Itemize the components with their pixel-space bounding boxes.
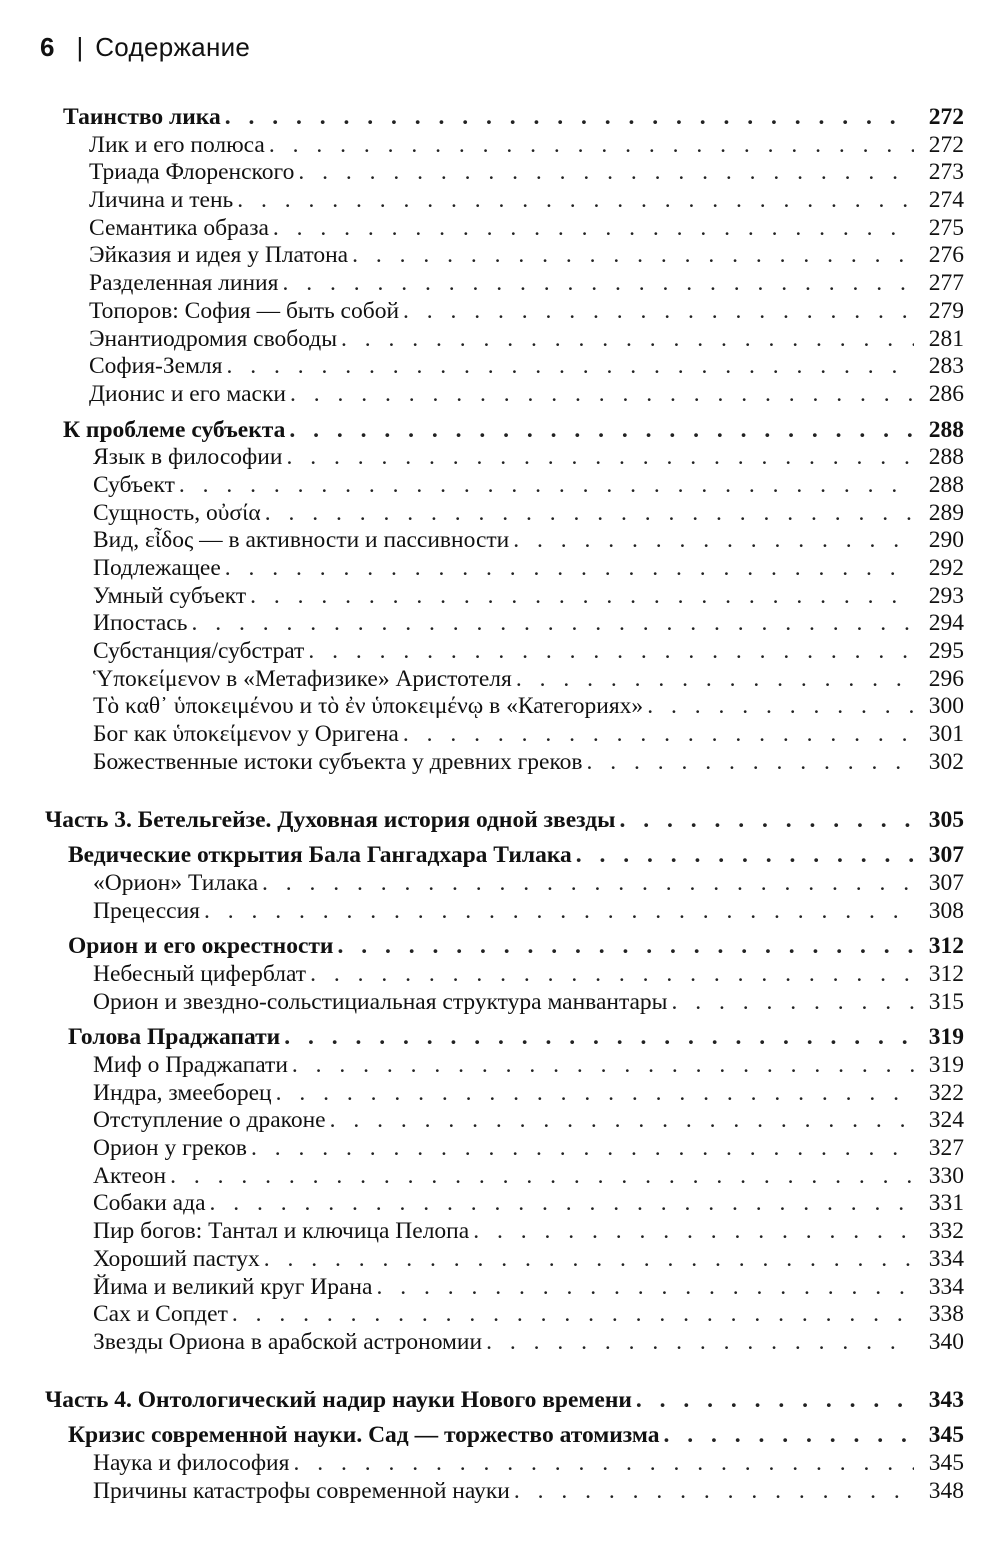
toc-chapter-entry[interactable] <box>0 842 1000 870</box>
toc-entry-label: Разделенная линия <box>89 270 279 297</box>
toc-entry-page: 312 <box>928 960 964 987</box>
dot-leader <box>269 132 914 160</box>
running-header <box>40 32 250 63</box>
toc-chapter-entry[interactable] <box>0 417 1000 445</box>
spacer <box>0 1016 1000 1024</box>
dot-leader <box>576 842 914 870</box>
toc-entry-page: 305 <box>928 806 964 833</box>
toc-entry[interactable] <box>0 1246 1000 1274</box>
dot-leader <box>473 1218 914 1246</box>
toc-entry[interactable] <box>0 1301 1000 1329</box>
toc-entry-page: 273 <box>928 159 964 186</box>
toc-entry[interactable] <box>0 353 1000 381</box>
table-of-contents <box>0 104 1000 1505</box>
dot-leader <box>341 326 914 354</box>
dot-leader <box>292 1052 914 1080</box>
toc-entry-page: 279 <box>928 297 964 324</box>
toc-entry-label: София-Земля <box>89 353 223 380</box>
toc-entry-label: Пир богов: Тантал и ключица Пелопа <box>93 1218 470 1245</box>
dot-leader <box>337 933 914 961</box>
toc-entry-label: Звезды Ориона в арабской астрономии <box>93 1328 483 1355</box>
toc-chapter-entry[interactable] <box>0 933 1000 961</box>
toc-entry[interactable] <box>0 1450 1000 1478</box>
toc-entry-page: 343 <box>928 1386 964 1413</box>
dot-leader <box>352 242 914 270</box>
toc-entry-page: 292 <box>928 555 964 581</box>
toc-entry[interactable] <box>0 638 1000 666</box>
toc-entry-label: Подлежащее <box>93 555 221 581</box>
toc-entry[interactable] <box>0 1080 1000 1108</box>
dot-leader <box>204 898 914 926</box>
toc-entry-page: 307 <box>928 842 964 869</box>
toc-entry-label: Голова Праджапати <box>68 1024 281 1051</box>
dot-leader <box>664 1422 914 1450</box>
toc-entry[interactable] <box>0 555 1000 583</box>
toc-entry[interactable] <box>0 610 1000 638</box>
toc-entry[interactable] <box>0 1218 1000 1246</box>
dot-leader <box>225 555 914 583</box>
toc-entry-page: 322 <box>928 1079 964 1106</box>
toc-entry[interactable] <box>0 989 1000 1017</box>
toc-chapter-entry[interactable] <box>0 1024 1000 1052</box>
toc-entry-label: Личина и тень <box>89 187 234 214</box>
page-number: 6 <box>40 32 55 62</box>
toc-entry-page: 288 <box>928 444 964 471</box>
dot-leader <box>486 1329 914 1357</box>
toc-entry-page: 307 <box>928 869 964 896</box>
toc-entry-label: Субстанция/субстрат <box>93 638 305 665</box>
toc-entry-label: Часть 3. Бетельгейзе. Духовная история одной звезды <box>45 806 616 833</box>
toc-entry-label: К проблеме субъекта <box>63 416 286 443</box>
toc-entry[interactable] <box>0 1163 1000 1191</box>
toc-entry-page: 283 <box>928 353 964 380</box>
toc-entry-label: Семантика образа <box>89 214 269 241</box>
toc-entry-label: Орион и звездно-сольстициальная структура манвантары <box>93 988 668 1015</box>
toc-entry-label: Умный субъект <box>93 582 247 609</box>
dot-leader <box>403 721 914 749</box>
toc-entry-label: Сущность, οὐσία <box>93 499 261 526</box>
toc-entry-page: 293 <box>928 582 964 609</box>
spacer <box>0 925 1000 933</box>
dot-leader <box>170 1163 914 1191</box>
toc-entry-page: 277 <box>928 270 964 297</box>
dot-leader <box>286 444 914 472</box>
toc-entry-page: 288 <box>928 471 964 498</box>
dot-leader <box>619 807 914 835</box>
toc-chapter-entry[interactable] <box>0 104 1000 132</box>
toc-entry[interactable] <box>0 583 1000 611</box>
dot-leader <box>262 870 914 898</box>
toc-entry-label: Субъект <box>93 471 175 498</box>
toc-entry[interactable] <box>0 666 1000 694</box>
toc-entry[interactable] <box>0 1135 1000 1163</box>
toc-entry-page: 289 <box>928 499 964 526</box>
toc-entry-page: 288 <box>928 416 964 443</box>
toc-entry[interactable] <box>0 1274 1000 1302</box>
toc-entry[interactable] <box>0 749 1000 777</box>
dot-leader <box>210 1190 915 1218</box>
toc-entry-label: Орион и его окрестности <box>68 933 334 960</box>
toc-entry[interactable] <box>0 270 1000 298</box>
dot-leader <box>250 583 914 611</box>
dot-leader <box>308 638 914 666</box>
toc-entry-label: Миф о Праджапати <box>93 1052 288 1078</box>
toc-entry-page: 319 <box>928 1052 964 1078</box>
dot-leader <box>636 1387 914 1415</box>
toc-entry-page: 275 <box>928 214 964 241</box>
toc-entry[interactable] <box>0 298 1000 326</box>
toc-entry-page: 334 <box>928 1273 964 1300</box>
toc-entry-label: Триада Флоренского <box>89 159 295 186</box>
toc-entry-page: 301 <box>928 721 964 748</box>
toc-entry[interactable] <box>0 1107 1000 1135</box>
spacer <box>0 1414 1000 1422</box>
toc-entry-label: Орион у греков <box>93 1135 248 1162</box>
dot-leader <box>513 527 914 555</box>
dot-leader <box>289 417 914 445</box>
toc-entry-page: 302 <box>928 748 964 775</box>
toc-entry-label: Язык в философии <box>93 444 283 471</box>
toc-entry-page: 296 <box>928 665 964 692</box>
toc-part-entry[interactable] <box>0 1387 1000 1415</box>
toc-entry-label: Ведические открытия Бала Гангадхара Тилака <box>68 842 572 869</box>
toc-entry-page: 330 <box>928 1162 964 1189</box>
toc-entry-page: 324 <box>928 1107 964 1134</box>
toc-entry-label: Кризис современной науки. Сад — торжество атомизма <box>68 1422 660 1449</box>
toc-entry-label: Йима и великий круг Ирана <box>93 1273 373 1300</box>
dot-leader <box>290 381 914 409</box>
spacer <box>0 1357 1000 1387</box>
toc-entry-label: Эйказия и идея у Платона <box>89 242 349 269</box>
toc-entry-page: 286 <box>928 380 964 407</box>
dot-leader <box>276 1080 914 1108</box>
toc-entry[interactable] <box>0 693 1000 721</box>
toc-entry[interactable] <box>0 215 1000 243</box>
toc-entry[interactable] <box>0 1190 1000 1218</box>
toc-entry-page: 315 <box>928 988 964 1015</box>
toc-entry-page: 281 <box>928 325 964 352</box>
toc-entry-label: Отступление о драконе <box>93 1107 326 1134</box>
dot-leader <box>237 187 914 215</box>
toc-entry-label: «Орион» Тилака <box>93 869 258 896</box>
toc-entry[interactable] <box>0 187 1000 215</box>
dot-leader <box>282 270 914 298</box>
toc-entry[interactable] <box>0 381 1000 409</box>
header-title: Содержание <box>95 32 251 62</box>
toc-entry[interactable] <box>0 326 1000 354</box>
toc-entry-page: 332 <box>928 1218 964 1245</box>
dot-leader <box>225 104 914 132</box>
dot-leader <box>265 500 914 528</box>
dot-leader <box>671 989 914 1017</box>
toc-entry-page: 276 <box>928 242 964 269</box>
toc-entry-page: 331 <box>928 1190 964 1217</box>
toc-entry[interactable] <box>0 721 1000 749</box>
toc-entry-page: 308 <box>928 897 964 924</box>
toc-entry-label: Топоров: София — быть собой <box>89 297 400 324</box>
toc-entry-label: Индра, змееборец <box>93 1079 272 1106</box>
toc-entry[interactable] <box>0 898 1000 926</box>
toc-entry-page: 348 <box>928 1477 964 1504</box>
dot-leader <box>376 1274 914 1302</box>
dot-leader <box>284 1024 914 1052</box>
toc-entry-label: Энантиодромия свободы <box>89 325 338 352</box>
toc-entry-label: Наука и философия <box>93 1449 290 1476</box>
toc-entry[interactable] <box>0 870 1000 898</box>
toc-entry-label: Ὑποκείμενον в «Метафизике» Аристотеля <box>93 665 512 692</box>
dot-leader <box>516 666 914 694</box>
dot-leader <box>273 215 914 243</box>
toc-entry-label: Актеон <box>93 1162 167 1189</box>
toc-entry-page: 319 <box>928 1024 964 1051</box>
toc-entry-label: Божественные истоки субъекта у древних греков <box>93 748 583 775</box>
toc-entry-label: Небесный циферблат <box>93 960 307 987</box>
toc-entry-label: Таинство лика <box>63 104 221 130</box>
toc-entry-page: 272 <box>928 104 964 130</box>
toc-entry[interactable] <box>0 500 1000 528</box>
toc-entry[interactable] <box>0 527 1000 555</box>
dot-leader <box>514 1478 914 1506</box>
toc-chapter-entry[interactable] <box>0 1422 1000 1450</box>
toc-entry-page: 334 <box>928 1245 964 1272</box>
dot-leader <box>293 1450 914 1478</box>
dot-leader <box>226 353 914 381</box>
toc-entry[interactable] <box>0 159 1000 187</box>
dot-leader <box>179 472 914 500</box>
toc-entry-label: Τὸ καθ᾽ ὑποκειμένου и τὸ ἐν ὑποκειμένῳ в «Категориях» <box>93 693 644 720</box>
toc-entry-page: 340 <box>928 1328 964 1355</box>
toc-entry-page: 327 <box>928 1135 964 1162</box>
toc-entry-label: Причины катастрофы современной науки <box>93 1477 510 1504</box>
dot-leader <box>647 693 914 721</box>
toc-entry-page: 290 <box>928 527 964 554</box>
toc-entry[interactable] <box>0 472 1000 500</box>
toc-entry-page: 345 <box>928 1449 964 1476</box>
toc-entry-page: 294 <box>928 610 964 637</box>
toc-entry-label: Ипостась <box>93 610 188 637</box>
toc-part-entry[interactable] <box>0 807 1000 835</box>
toc-entry-page: 300 <box>928 693 964 720</box>
toc-entry[interactable] <box>0 242 1000 270</box>
toc-entry[interactable] <box>0 1329 1000 1357</box>
toc-entry-label: Бог как ὑποκείμενον у Оригена <box>93 721 399 748</box>
dot-leader <box>264 1246 914 1274</box>
toc-entry-page: 272 <box>928 131 964 158</box>
toc-entry-label: Дионис и его маски <box>89 380 286 407</box>
toc-entry-label: Часть 4. Онтологический надир науки Нового времени <box>45 1386 632 1413</box>
toc-entry[interactable] <box>0 132 1000 160</box>
toc-entry-label: Вид, εἶδος — в активности и пассивности <box>93 527 510 554</box>
dot-leader <box>330 1107 914 1135</box>
toc-entry-page: 338 <box>928 1301 964 1328</box>
toc-entry[interactable] <box>0 961 1000 989</box>
toc-entry[interactable] <box>0 1052 1000 1080</box>
dot-leader <box>251 1135 914 1163</box>
toc-entry-page: 295 <box>928 638 964 665</box>
spacer <box>0 409 1000 417</box>
toc-entry-label: Лик и его полюса <box>89 131 265 158</box>
toc-entry-page: 345 <box>928 1422 964 1449</box>
dot-leader <box>403 298 914 326</box>
dot-leader <box>191 610 914 638</box>
dot-leader <box>232 1301 914 1329</box>
toc-entry[interactable] <box>0 1478 1000 1506</box>
toc-entry-label: Хороший пастух <box>93 1245 260 1272</box>
dot-leader <box>310 961 914 989</box>
dot-leader <box>298 159 914 187</box>
toc-entry-label: Прецессия <box>93 897 200 924</box>
toc-entry-label: Собаки ада <box>93 1190 206 1217</box>
spacer <box>0 834 1000 842</box>
toc-entry-page: 312 <box>928 933 964 960</box>
header-separator: | <box>76 32 84 62</box>
toc-entry-label: Сах и Сопдет <box>93 1301 228 1328</box>
toc-entry-page: 274 <box>928 187 964 214</box>
dot-leader <box>587 749 914 777</box>
spacer <box>0 777 1000 807</box>
toc-entry[interactable] <box>0 444 1000 472</box>
